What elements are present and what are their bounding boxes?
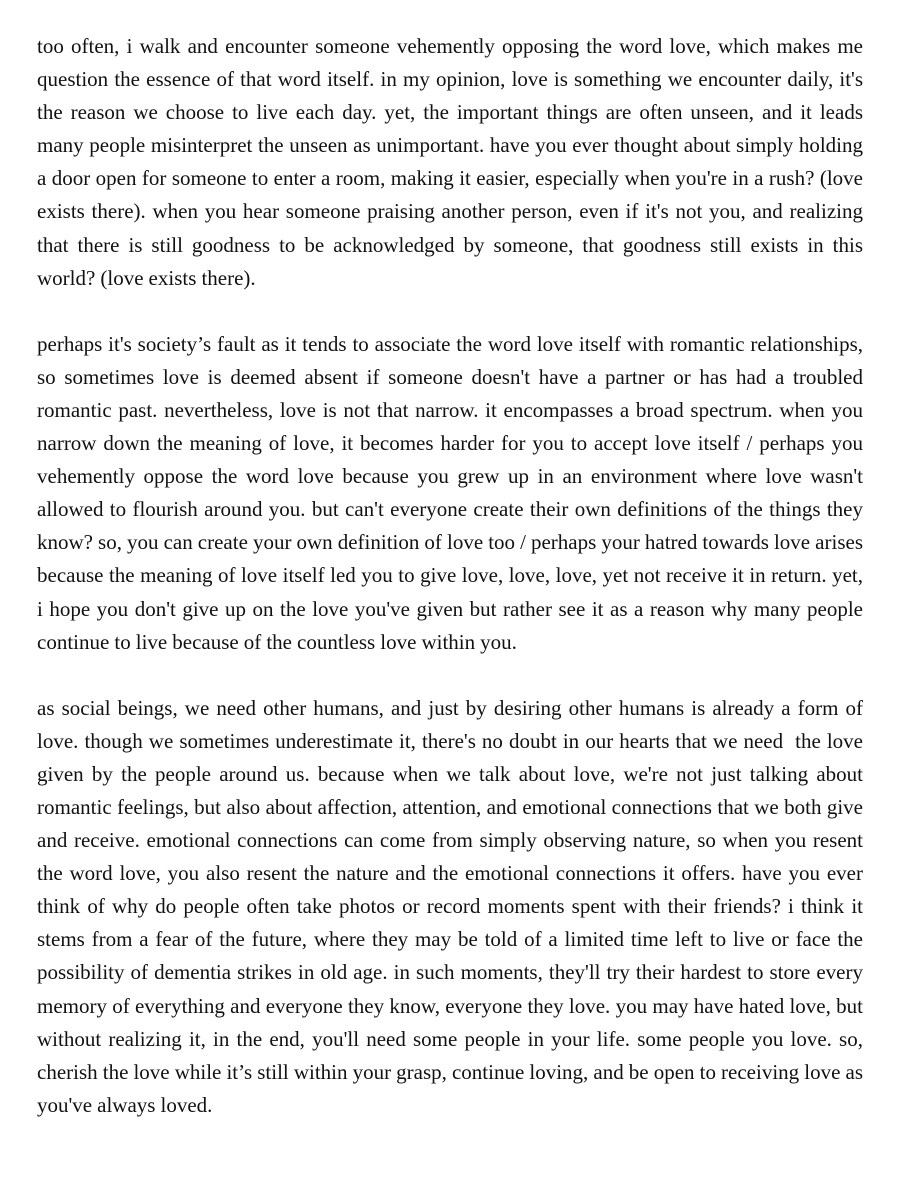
paragraph-3: as social beings, we need other humans, and just by desiring other humans is already a form of love. though we sometimes underestimate it, there's no doubt in our hearts that we need the love given by the people around us. because when we talk about love, we're not just talking about romantic feelings, but also about affection, attention, and emotional connections that we both give and receive. emotional connections can come from simply observing nature, so when you resent the word love, you also resent the nature and the emotional connections it offers. have you ever think of why do people often take photos or record moments spent with their friends? i think it stems from a fear of the future, where they may be told of a limited time left to live or face the possibility of dementia strikes in old age. in such moments, they'll try their hardest to store every memory of everything and everyone they know, everyone they love. you may have hated love, but without realizing it, in the end, you'll need some people in your life. some people you love. so, cherish the love while it’s still within your grasp, continue loving, and be open to receiving love as you've always loved.: [37, 695, 869, 1117]
paragraph-2: perhaps it's society’s fault as it tends to associate the word love itself with romantic relationships, so sometimes love is deemed absent if someone doesn't have a partner or has had a troubled romantic past. nevertheless, love is not that narrow. it encompasses a broad spectrum. when you narrow down the meaning of love, it becomes harder for you to accept love itself / perhaps you vehemently oppose the word love because you grew up in an environment where love wasn't allowed to flourish around you. but can't everyone create their own definitions of the things they know? so, you can create your own definition of love too / perhaps your hatred towards love arises because the meaning of love itself led you to give love, love, love, yet not receive it in return. yet, i hope you don't give up on the love you've given but rather see it as a reason why many people continue to live because of the countless love within you.: [37, 331, 869, 654]
paragraph-1: too often, i walk and encounter someone vehemently opposing the word love, which makes me question the essence of that word itself. in my opinion, love is something we encounter daily, it's the reason we choose to live each day. yet, the important things are often unseen, and it leads many people misinterpret the unseen as unimportant. have you ever thought about simply holding a door open for someone to enter a room, making it easier, especially when you're in a rush? (love exists there). when you hear someone praising another person, even if it's not you, and realizing that there is still goodness to be acknowledged by someone, that goodness still exists in this world? (love exists there).: [37, 34, 869, 290]
text-page: [37, 30, 869, 1122]
